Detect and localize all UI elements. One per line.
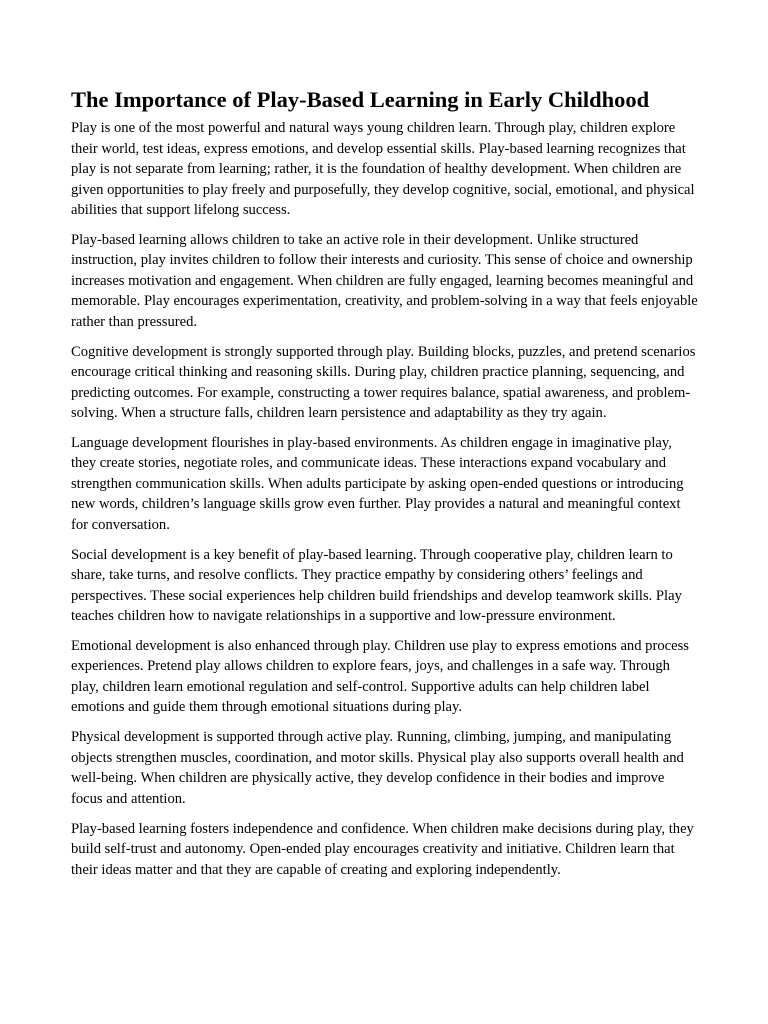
paragraph-emotional: Emotional development is also enhanced through play. Children use play to express emotions and process experiences. Pretend play allows children to explore fears, joys, and challenges in a safe way. Through play, children learn emotional regulation and self-control. Supportive adults can help children label emotions and guide them through emotional situations during play. [71,637,689,716]
document-page [71,86,699,889]
paragraph-physical: Physical development is supported through active play. Running, climbing, jumping, and manipulating objects strengthen muscles, coordination, and motor skills. Physical play also supports overall health and well-being. When children are physically active, they develop confidence in their bodies and improve focus and attention. [71,729,684,807]
document-title: The Importance of Play-Based Learning in Early Childhood [71,87,650,112]
paragraph-independence: Play-based learning fosters independence and confidence. When children make decisions during play, they build self-trust and autonomy. Open-ended play encourages creativity and initiative. Children learn that their ideas matter and that they are capable of creating and exploring independently. [71,820,694,878]
paragraph-active-role: Play-based learning allows children to take an active role in their development. Unlike structured instruction, play invites children to follow their interests and curiosity. This sense of choice and ownership increases motivation and engagement. When children are fully engaged, learning becomes meaningful and memorable. Play encourages experimentation, creativity, and problem-solving in a way that feels enjoyable rather than pressured. [71,231,698,330]
paragraph-intro: Play is one of the most powerful and natural ways young children learn. Through play, children explore their world, test ideas, express emotions, and develop essential skills. Play-based learning recognizes that play is not separate from learning; rather, it is the foundation of healthy development. When children are given opportunities to play freely and purposefully, they develop cognitive, social, emotional, and physical abilities that support lifelong success. [71,120,695,218]
paragraph-cognitive: Cognitive development is strongly supported through play. Building blocks, puzzles, and pretend scenarios encourage critical thinking and reasoning skills. During play, children practice planning, sequencing, and predicting outcomes. For example, constructing a tower requires balance, spatial awareness, and problem-solving. When a structure falls, children learn persistence and adaptability as they try again. [71,343,696,422]
paragraph-language: Language development flourishes in play-based environments. As children engage in imaginative play, they create stories, negotiate roles, and communicate ideas. These interactions expand vocabulary and strengthen communication skills. When adults participate by asking open-ended questions or introducing new words, children’s language skills grow even further. Play provides a natural and meaningful context for conversation. [71,434,684,533]
paragraph-social: Social development is a key benefit of play-based learning. Through cooperative play, children learn to share, take turns, and resolve conflicts. They practice empathy by considering others’ feelings and perspectives. These social experiences help children build friendships and develop teamwork skills. Play teaches children how to navigate relationships in a supportive and low-pressure environment. [71,546,682,625]
